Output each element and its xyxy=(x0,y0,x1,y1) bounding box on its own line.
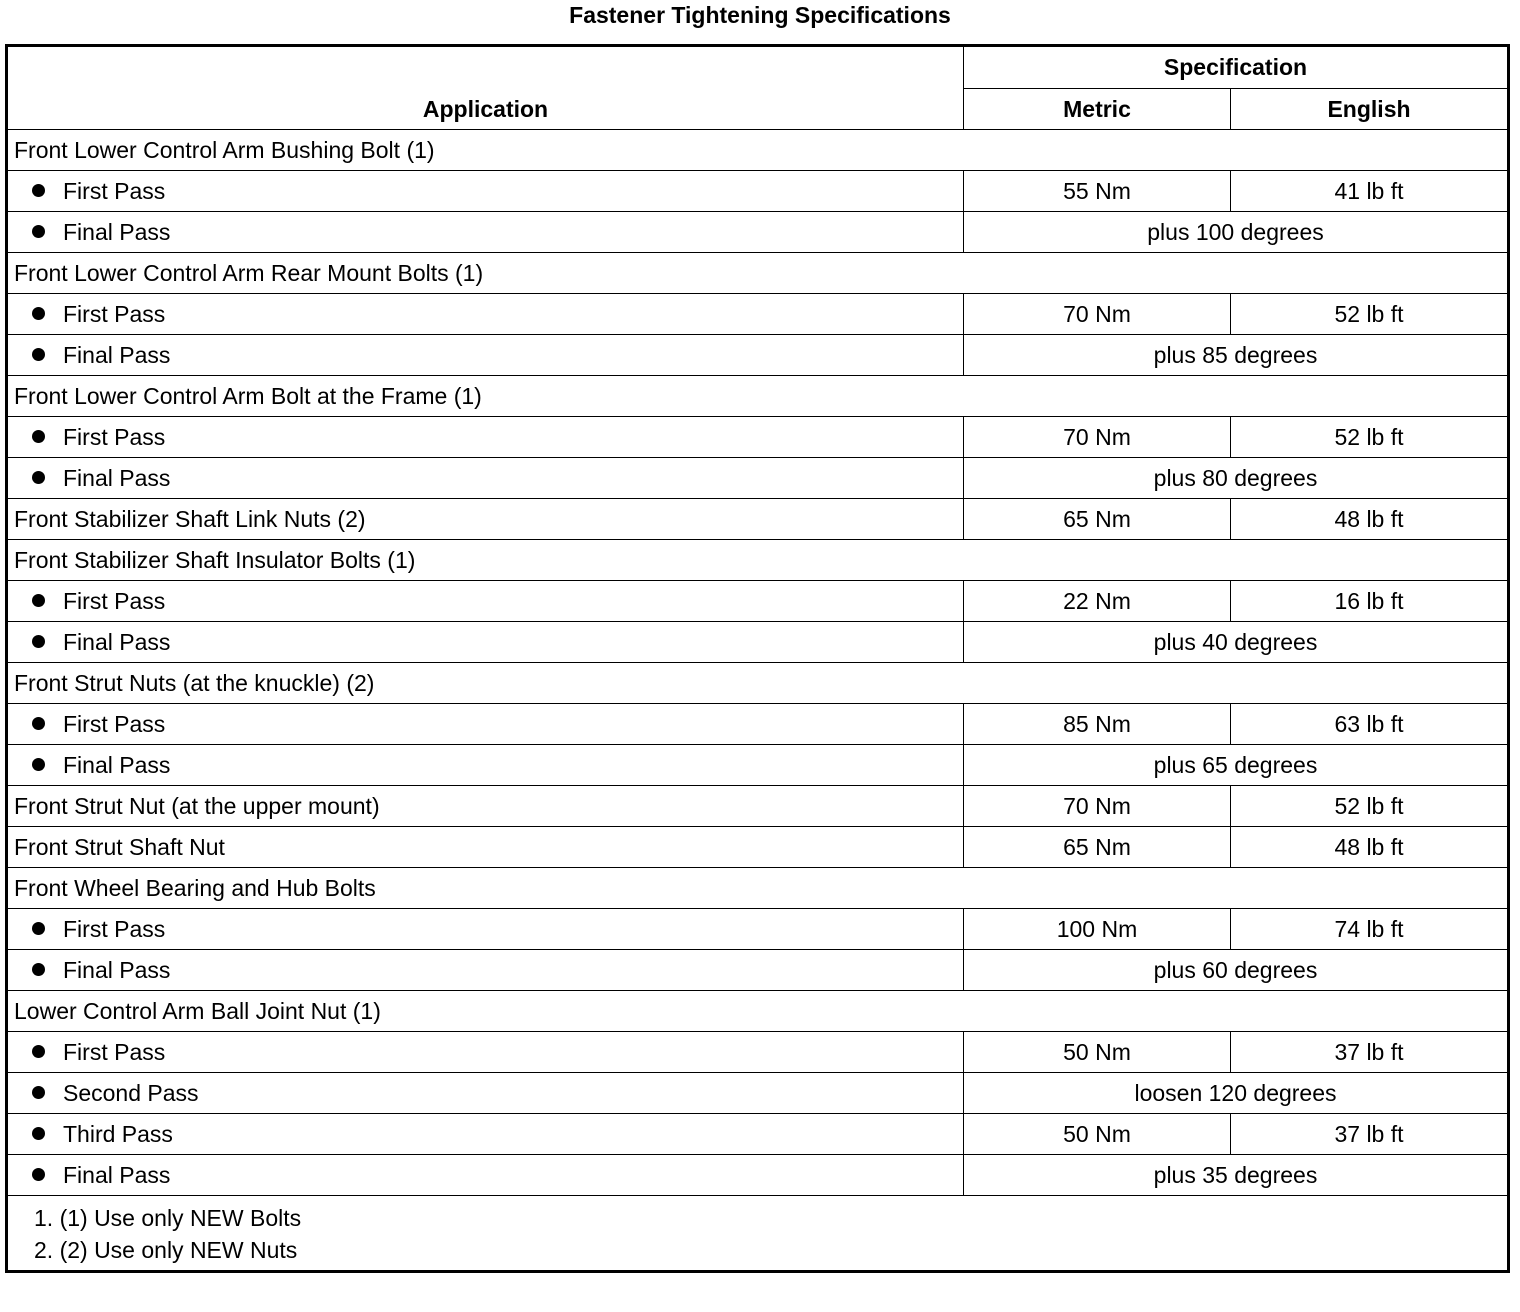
application-label: First Pass xyxy=(63,711,166,737)
angle-spec-cell: plus 65 degrees xyxy=(964,745,1509,786)
page-title: Fastener Tightening Specifications xyxy=(569,2,951,28)
table-row xyxy=(7,294,1509,335)
table-row xyxy=(7,581,1509,622)
table-row xyxy=(7,458,1509,499)
bullet-icon xyxy=(32,471,45,484)
bullet-icon xyxy=(32,348,45,361)
application-label: Final Pass xyxy=(63,219,171,245)
application-cell xyxy=(7,540,1509,581)
bullet-icon xyxy=(32,922,45,935)
header-application: Application xyxy=(7,46,964,130)
application-label: Third Pass xyxy=(63,1121,173,1147)
application-cell xyxy=(7,130,1509,171)
metric-cell: 55 Nm xyxy=(964,171,1231,212)
application-step-cell xyxy=(7,171,964,212)
bullet-icon xyxy=(32,758,45,771)
application-cell xyxy=(7,663,1509,704)
table-row xyxy=(7,745,1509,786)
bullet-icon xyxy=(32,1168,45,1181)
table-body xyxy=(7,130,1509,1196)
english-cell: 16 lb ft xyxy=(1231,581,1509,622)
footnote: 2. (2) Use only NEW Nuts xyxy=(34,1237,298,1263)
english-cell: 74 lb ft xyxy=(1231,909,1509,950)
application-cell xyxy=(7,827,964,868)
metric-cell: 70 Nm xyxy=(964,417,1231,458)
header-metric: Metric xyxy=(964,88,1231,130)
application-label: Front Lower Control Arm Bolt at the Frame (1) xyxy=(14,383,482,409)
application-label: Lower Control Arm Ball Joint Nut (1) xyxy=(14,998,381,1024)
metric-cell: 50 Nm xyxy=(964,1032,1231,1073)
application-step-cell xyxy=(7,704,964,745)
application-label: Front Stabilizer Shaft Insulator Bolts (1) xyxy=(14,547,416,573)
application-step-cell xyxy=(7,1032,964,1073)
table-row xyxy=(7,786,1509,827)
metric-cell: 100 Nm xyxy=(964,909,1231,950)
angle-spec-cell: plus 60 degrees xyxy=(964,950,1509,991)
bullet-icon xyxy=(32,1045,45,1058)
metric-cell: 50 Nm xyxy=(964,1114,1231,1155)
angle-spec-cell: loosen 120 degrees xyxy=(964,1073,1509,1114)
application-step-cell xyxy=(7,417,964,458)
table-header xyxy=(7,46,1509,130)
metric-cell: 70 Nm xyxy=(964,786,1231,827)
application-step-cell xyxy=(7,1073,964,1114)
application-cell xyxy=(7,253,1509,294)
table-row xyxy=(7,1073,1509,1114)
application-label: Final Pass xyxy=(63,465,171,491)
angle-spec-cell: plus 35 degrees xyxy=(964,1155,1509,1196)
application-label: First Pass xyxy=(63,916,166,942)
table-row xyxy=(7,663,1509,704)
table-row xyxy=(7,909,1509,950)
bullet-icon xyxy=(32,225,45,238)
application-label: Final Pass xyxy=(63,752,171,778)
table-row xyxy=(7,704,1509,745)
application-label: Final Pass xyxy=(63,342,171,368)
bullet-icon xyxy=(32,635,45,648)
application-label: Second Pass xyxy=(63,1080,199,1106)
bullet-icon xyxy=(32,184,45,197)
application-step-cell xyxy=(7,212,964,253)
metric-cell: 65 Nm xyxy=(964,499,1231,540)
english-cell: 63 lb ft xyxy=(1231,704,1509,745)
metric-cell: 70 Nm xyxy=(964,294,1231,335)
table-row xyxy=(7,540,1509,581)
application-label: Front Strut Nuts (at the knuckle) (2) xyxy=(14,670,375,696)
english-cell: 52 lb ft xyxy=(1231,417,1509,458)
application-cell xyxy=(7,376,1509,417)
application-label: First Pass xyxy=(63,301,166,327)
bullet-icon xyxy=(32,717,45,730)
table-row xyxy=(7,868,1509,909)
table-row xyxy=(7,1155,1509,1196)
english-cell: 37 lb ft xyxy=(1231,1114,1509,1155)
application-label: Front Strut Shaft Nut xyxy=(14,834,225,860)
application-step-cell xyxy=(7,1114,964,1155)
english-cell: 48 lb ft xyxy=(1231,499,1509,540)
english-cell: 37 lb ft xyxy=(1231,1032,1509,1073)
application-label: First Pass xyxy=(63,424,166,450)
metric-cell: 65 Nm xyxy=(964,827,1231,868)
bullet-icon xyxy=(32,1127,45,1140)
table-row xyxy=(7,622,1509,663)
table-row xyxy=(7,212,1509,253)
bullet-icon xyxy=(32,430,45,443)
application-cell xyxy=(7,499,964,540)
angle-spec-cell: plus 100 degrees xyxy=(964,212,1509,253)
header-specification: Specification xyxy=(964,46,1509,89)
table-row xyxy=(7,499,1509,540)
angle-spec-cell: plus 80 degrees xyxy=(964,458,1509,499)
application-step-cell xyxy=(7,1155,964,1196)
application-label: First Pass xyxy=(63,1039,166,1065)
angle-spec-cell: plus 85 degrees xyxy=(964,335,1509,376)
table-row xyxy=(7,376,1509,417)
application-label: Front Lower Control Arm Bushing Bolt (1) xyxy=(14,137,435,163)
application-label: Front Strut Nut (at the upper mount) xyxy=(14,793,380,819)
application-cell xyxy=(7,868,1509,909)
application-step-cell xyxy=(7,294,964,335)
bullet-icon xyxy=(32,594,45,607)
application-label: First Pass xyxy=(63,588,166,614)
header-english: English xyxy=(1231,88,1509,130)
application-label: Final Pass xyxy=(63,629,171,655)
fastener-spec-table xyxy=(5,44,1510,1273)
table-row xyxy=(7,1114,1509,1155)
application-step-cell xyxy=(7,745,964,786)
bullet-icon xyxy=(32,307,45,320)
english-cell: 52 lb ft xyxy=(1231,294,1509,335)
footnotes xyxy=(7,1196,1509,1272)
application-step-cell xyxy=(7,950,964,991)
application-cell xyxy=(7,991,1509,1032)
application-label: First Pass xyxy=(63,178,166,204)
table-row xyxy=(7,171,1509,212)
metric-cell: 22 Nm xyxy=(964,581,1231,622)
application-cell xyxy=(7,786,964,827)
bullet-icon xyxy=(32,963,45,976)
application-step-cell xyxy=(7,622,964,663)
angle-spec-cell: plus 40 degrees xyxy=(964,622,1509,663)
application-label: Final Pass xyxy=(63,1162,171,1188)
table-row xyxy=(7,1032,1509,1073)
application-step-cell xyxy=(7,335,964,376)
table-row xyxy=(7,130,1509,171)
application-label: Front Stabilizer Shaft Link Nuts (2) xyxy=(14,506,366,532)
application-label: Front Lower Control Arm Rear Mount Bolts (1) xyxy=(14,260,484,286)
english-cell: 41 lb ft xyxy=(1231,171,1509,212)
english-cell: 52 lb ft xyxy=(1231,786,1509,827)
application-step-cell xyxy=(7,909,964,950)
table-row xyxy=(7,335,1509,376)
table-row xyxy=(7,253,1509,294)
english-cell: 48 lb ft xyxy=(1231,827,1509,868)
table-row xyxy=(7,991,1509,1032)
table-row xyxy=(7,950,1509,991)
application-step-cell xyxy=(7,458,964,499)
footnote: 1. (1) Use only NEW Bolts xyxy=(34,1205,302,1231)
table-row xyxy=(7,827,1509,868)
application-label: Front Wheel Bearing and Hub Bolts xyxy=(14,875,376,901)
table-row xyxy=(7,417,1509,458)
footnotes-cell xyxy=(7,1196,1509,1272)
application-step-cell xyxy=(7,581,964,622)
bullet-icon xyxy=(32,1086,45,1099)
application-label: Final Pass xyxy=(63,957,171,983)
metric-cell: 85 Nm xyxy=(964,704,1231,745)
